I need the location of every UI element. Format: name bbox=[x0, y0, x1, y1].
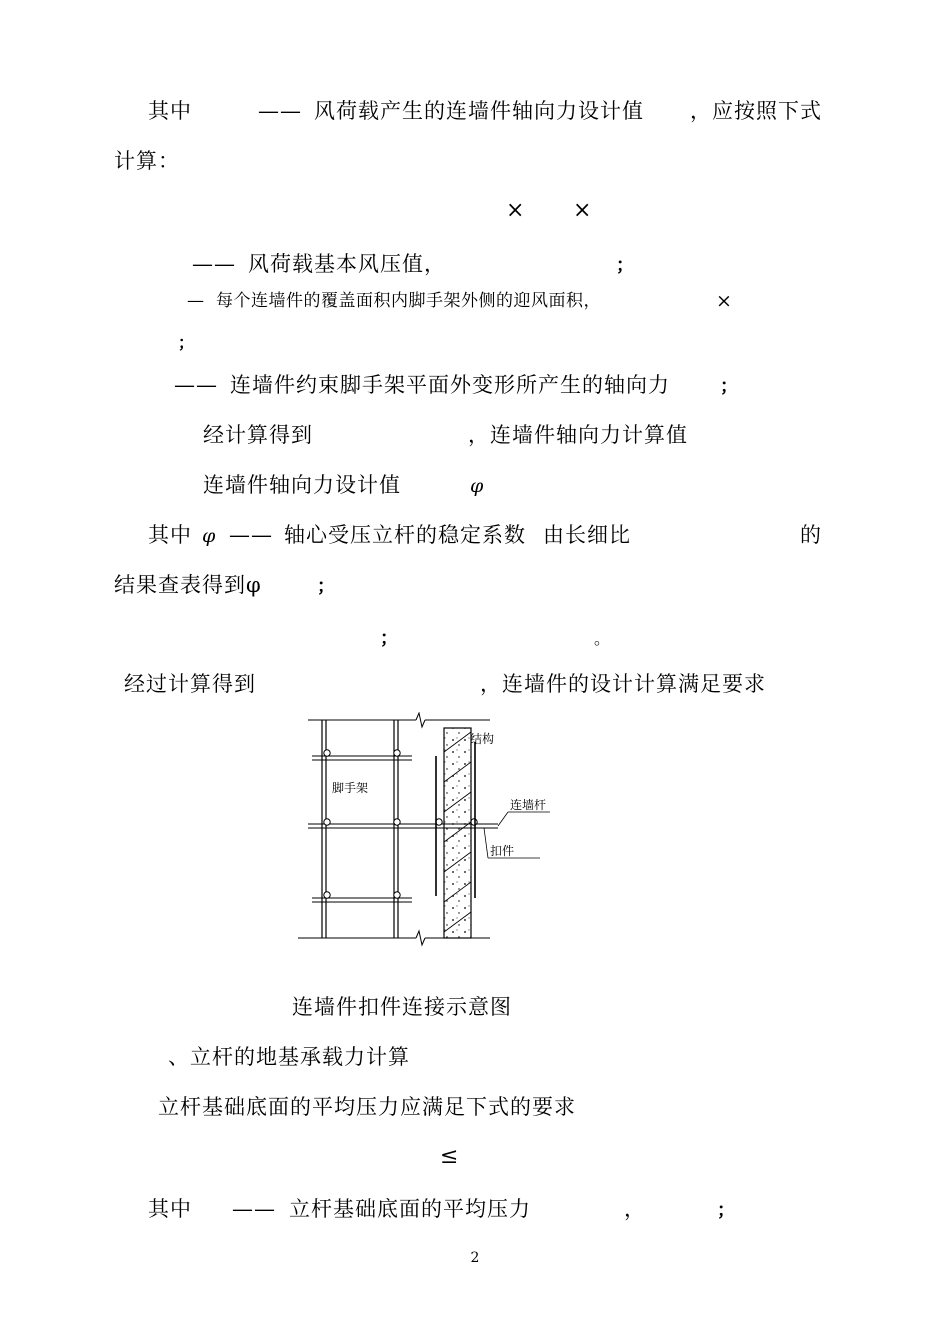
line1-suffix: ，应按照下式 bbox=[690, 99, 822, 123]
line13-text: 经过计算得到 bbox=[124, 672, 256, 696]
line11-text: 结果查表得到φ bbox=[114, 573, 262, 597]
line9-text: 连墙件轴向力设计值 bbox=[203, 473, 401, 497]
line4-semicolon: ； bbox=[616, 255, 634, 276]
line1-prefix: 其中 bbox=[148, 99, 192, 123]
line10-suffix: 的 bbox=[800, 523, 822, 547]
label-scaffold: 脚手架 bbox=[332, 781, 369, 795]
line4-text: 风荷载基本风压值， bbox=[248, 252, 446, 276]
line10-text2: 由长细比 bbox=[543, 523, 631, 547]
line10-prefix: 其中 bbox=[148, 523, 192, 547]
line10-dash: —— bbox=[229, 523, 273, 547]
line8-suffix: ，连墙件轴向力计算值 bbox=[468, 423, 688, 447]
line17-dash: —— bbox=[232, 1197, 276, 1221]
scaffold-standards bbox=[322, 720, 398, 938]
line17-semicolon: ； bbox=[717, 1200, 735, 1221]
line4-dash: —— bbox=[192, 252, 236, 276]
line13-suffix: ，连墙件的设计计算满足要求 bbox=[480, 672, 766, 696]
label-structure: 结构 bbox=[470, 732, 495, 746]
line7-dash: —— bbox=[174, 373, 218, 397]
wall-tie-diagram bbox=[294, 712, 554, 952]
line3-times-1: × bbox=[506, 198, 525, 223]
line12-period: 。 bbox=[594, 629, 612, 648]
line8-text: 经计算得到 bbox=[203, 423, 313, 447]
line1-dash: —— bbox=[258, 99, 302, 123]
line5-dash: — bbox=[187, 291, 205, 311]
page-number: 2 bbox=[470, 1250, 480, 1266]
line17-prefix: 其中 bbox=[148, 1197, 192, 1221]
line15-text: 立杆基础底面的平均压力应满足下式的要求 bbox=[158, 1095, 576, 1119]
line6-semicolon: ； bbox=[178, 333, 195, 352]
label-coupler: 扣件 bbox=[490, 844, 515, 858]
diagram-caption: 连墙件扣件连接示意图 bbox=[292, 995, 512, 1019]
structure-wall bbox=[444, 728, 471, 938]
scaffold-ledgers bbox=[312, 756, 412, 902]
line5-times: × bbox=[716, 290, 732, 312]
line17-comma: ， bbox=[624, 1197, 646, 1221]
line3-times-2: × bbox=[573, 198, 592, 223]
line16-leq: ≤ bbox=[440, 1144, 459, 1169]
line12-semicolon: ； bbox=[380, 628, 398, 649]
line9-phi: φ bbox=[470, 475, 484, 497]
line7-semicolon: ； bbox=[720, 376, 738, 397]
line2-text: 计算： bbox=[114, 149, 180, 173]
line1-text: 风荷载产生的连墙件轴向力设计值 bbox=[314, 99, 644, 123]
line11-semicolon: ； bbox=[317, 576, 335, 597]
line10-text: 轴心受压立杆的稳定系数 bbox=[284, 523, 526, 547]
section-heading: 、立杆的地基承载力计算 bbox=[168, 1045, 410, 1069]
line10-phi: φ bbox=[202, 525, 216, 547]
label-tie-rod: 连墙杆 bbox=[510, 798, 547, 812]
line7-text: 连墙件约束脚手架平面外变形所产生的轴向力 bbox=[230, 373, 670, 397]
line5-text: 每个连墙件的覆盖面积内脚手架外侧的迎风面积， bbox=[216, 291, 601, 311]
line17-text: 立杆基础底面的平均压力 bbox=[289, 1197, 531, 1221]
